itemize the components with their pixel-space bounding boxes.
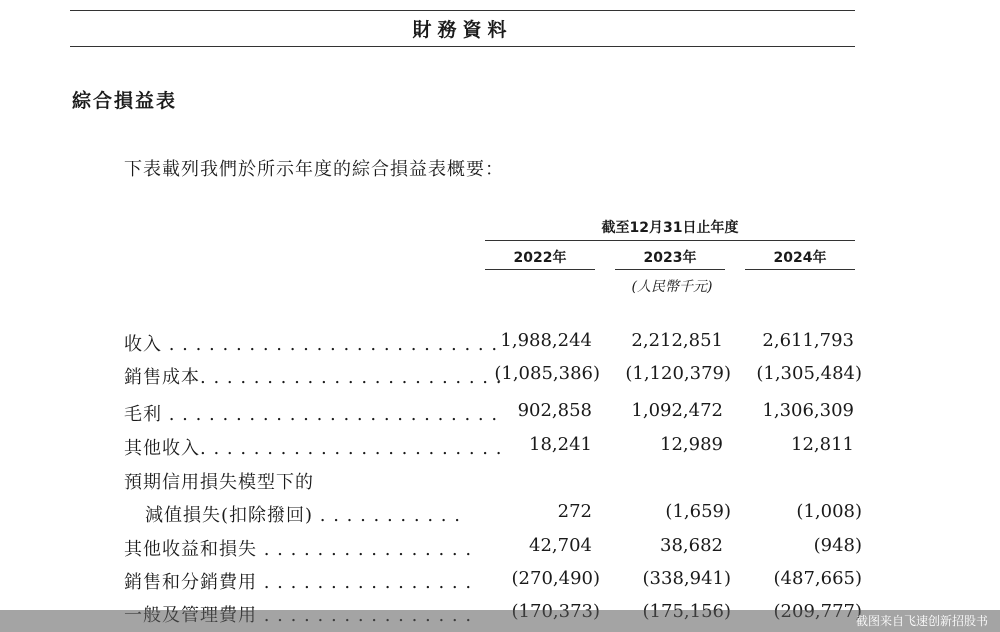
value-2022: 902,858 bbox=[517, 400, 592, 421]
value-2023: (1,120,379) bbox=[625, 363, 731, 384]
value-2023: (1,659) bbox=[665, 501, 731, 522]
row-label: 收入 . . . . . . . . . . . . . . . . . . . . . . . . . bbox=[124, 334, 499, 355]
watermark-bar bbox=[0, 610, 1000, 632]
row-label: 減值損失(扣除撥回) . . . . . . . . . . . bbox=[145, 505, 461, 526]
value-2022: (270,490) bbox=[511, 568, 600, 589]
value-2024: (487,665) bbox=[773, 568, 862, 589]
value-2023: 12,989 bbox=[660, 434, 723, 455]
value-2022: 18,241 bbox=[529, 434, 592, 455]
year-2024: 2024年 bbox=[773, 250, 827, 266]
value-2023: 1,092,472 bbox=[631, 400, 723, 421]
value-2024: 12,811 bbox=[791, 434, 854, 455]
table-row bbox=[0, 468, 1000, 498]
row-label: 銷售和分銷費用 . . . . . . . . . . . . . . . . bbox=[124, 572, 473, 593]
row-label: 預期信用損失模型下的 bbox=[124, 472, 314, 493]
year-2022-underline bbox=[485, 269, 595, 270]
table-row bbox=[0, 434, 1000, 464]
table-row bbox=[0, 501, 1000, 531]
watermark-text: 截图来自飞速创新招股书 bbox=[855, 614, 988, 628]
top-rule bbox=[70, 10, 855, 11]
table-row bbox=[0, 568, 1000, 598]
row-label: 其他收益和損失 . . . . . . . . . . . . . . . . bbox=[124, 539, 473, 560]
value-2023: (338,941) bbox=[642, 568, 731, 589]
year-2024-underline bbox=[745, 269, 855, 270]
unit-label: (人民幣千元) bbox=[631, 279, 713, 295]
section-title: 財務資料 bbox=[412, 19, 513, 41]
period-underline bbox=[485, 240, 855, 241]
subheading: 綜合損益表 bbox=[72, 90, 178, 112]
row-label: 其他收入. . . . . . . . . . . . . . . . . . . . . . . bbox=[124, 438, 503, 459]
value-2022: 1,988,244 bbox=[500, 330, 592, 351]
table-row bbox=[0, 330, 1000, 360]
year-2023: 2023年 bbox=[643, 250, 697, 266]
value-2023: 2,212,851 bbox=[631, 330, 723, 351]
row-label: 銷售成本. . . . . . . . . . . . . . . . . . . . . . . bbox=[124, 367, 503, 388]
value-2024: 1,306,309 bbox=[762, 400, 854, 421]
title-bottom-rule bbox=[70, 46, 855, 47]
value-2022: 42,704 bbox=[529, 535, 592, 556]
period-header: 截至12月31日止年度 bbox=[601, 220, 739, 236]
value-2023: 38,682 bbox=[660, 535, 723, 556]
row-label: 毛利 . . . . . . . . . . . . . . . . . . . . . . . . . bbox=[124, 404, 499, 425]
table-row bbox=[0, 535, 1000, 565]
value-2024: (1,305,484) bbox=[756, 363, 862, 384]
year-2022: 2022年 bbox=[513, 250, 567, 266]
year-2023-underline bbox=[615, 269, 725, 270]
value-2024: (948) bbox=[813, 535, 862, 556]
table-row bbox=[0, 363, 1000, 393]
value-2024: 2,611,793 bbox=[762, 330, 854, 351]
value-2022: 272 bbox=[557, 501, 592, 522]
value-2022: (1,085,386) bbox=[494, 363, 600, 384]
intro-paragraph: 下表載列我們於所示年度的綜合損益表概要： bbox=[124, 159, 504, 180]
table-row bbox=[0, 400, 1000, 430]
value-2024: (1,008) bbox=[796, 501, 862, 522]
